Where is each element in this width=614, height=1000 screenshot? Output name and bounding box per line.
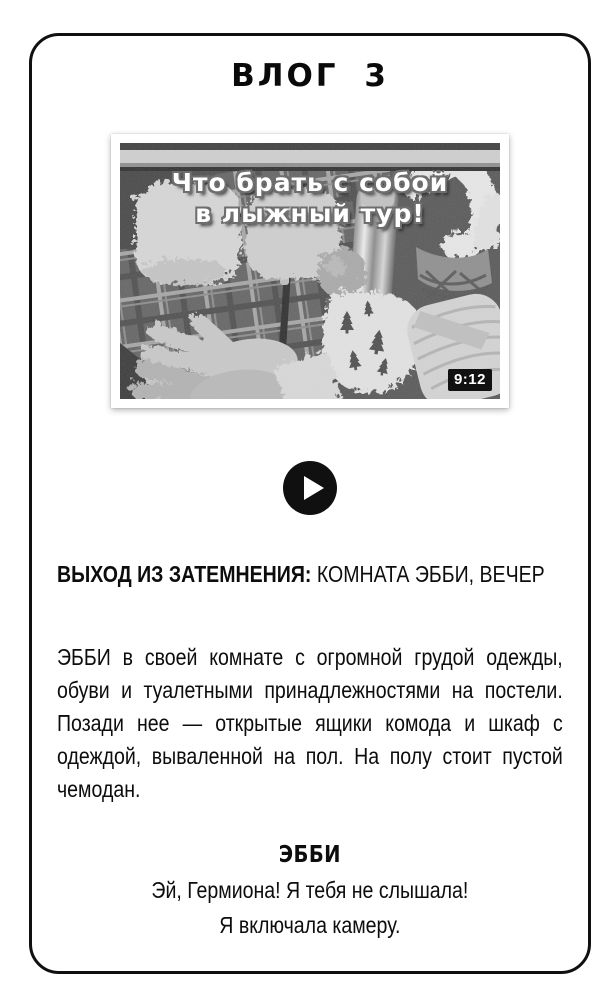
video-duration-badge: 9:12 (448, 369, 492, 391)
page-title: ВЛОГ 3 (231, 58, 389, 94)
video-thumbnail-card[interactable] (111, 134, 509, 408)
video-thumbnail[interactable] (120, 143, 500, 399)
character-name: ЭББИ (278, 842, 341, 868)
dialogue-line: Эй, Гермиона! Я тебя не слышала! (151, 877, 469, 903)
dialogue-line: Я включала камеру. (219, 912, 401, 938)
dialogue-block (57, 873, 563, 943)
thumbnail-title (120, 167, 500, 229)
scene-heading (57, 559, 563, 589)
play-icon (283, 461, 337, 515)
page-frame (29, 33, 591, 974)
scene-location: КОМНАТА ЭББИ, ВЕЧЕР (311, 561, 545, 587)
play-button[interactable] (283, 461, 337, 515)
thumbnail-title-line1: Что брать с собой (171, 168, 449, 197)
script-text-column (57, 515, 563, 943)
scene-transition: ВЫХОД ИЗ ЗАТЕМНЕНИЯ: (57, 561, 312, 587)
thumbnail-title-line2: в лыжный тур! (195, 199, 425, 228)
action-paragraph: ЭББИ в своей комнате с огромной грудой одежды, обуви и туалетными принадлежностями на постели. Позади нее — открытые ящики комода и шкаф с одеждой, вываленной на пол. На полу стоит пустой чемодан. (57, 644, 563, 802)
